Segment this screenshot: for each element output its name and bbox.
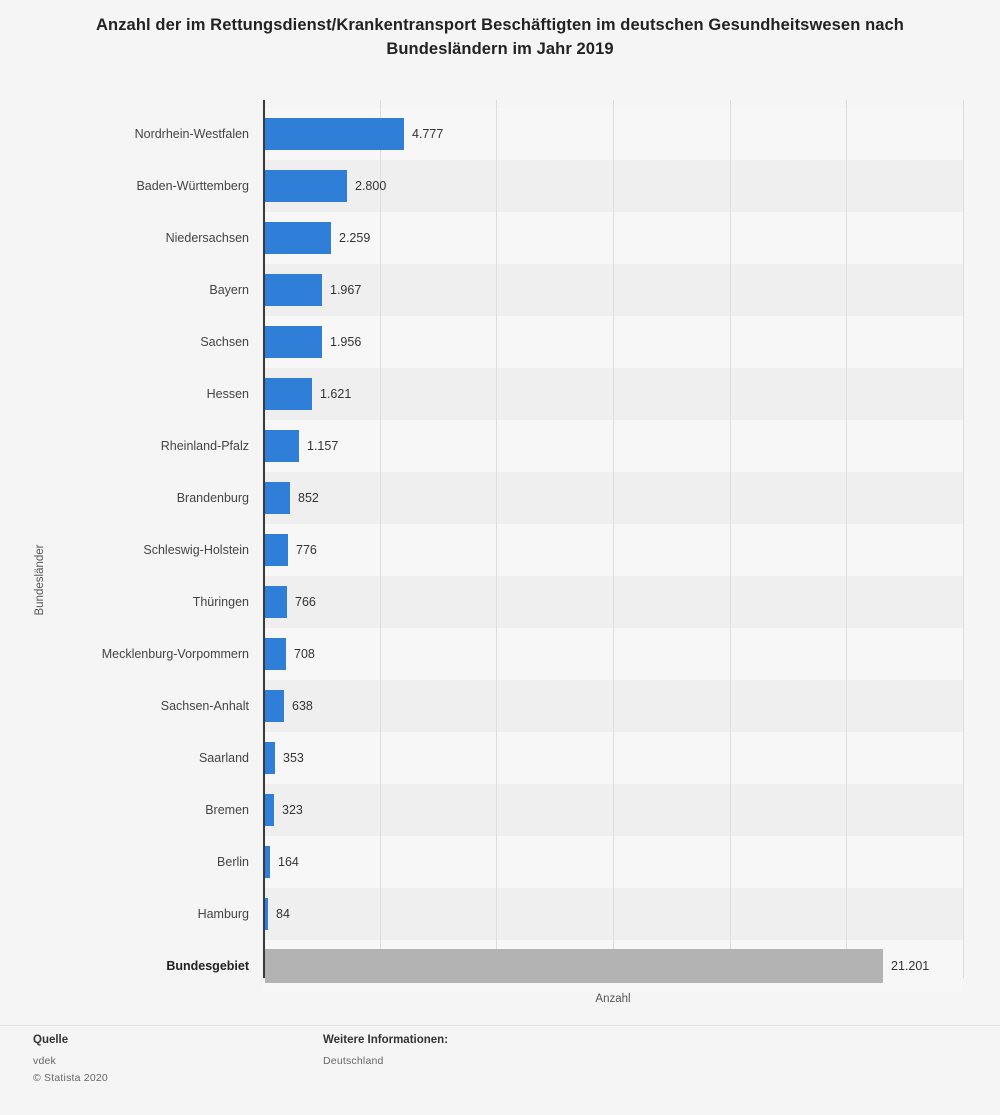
page-title: Anzahl der im Rettungsdienst/Krankentransport Beschäftigten im deutschen Gesundheitswesen nach Bundesländern im Jahr 2019 xyxy=(96,16,904,58)
bar-value-label: 84 xyxy=(276,907,290,921)
bar-value-label: 708 xyxy=(294,647,315,661)
bar-row xyxy=(217,836,963,888)
bar-value-label: 766 xyxy=(295,595,316,609)
source-block xyxy=(33,1034,108,1089)
bar-row xyxy=(198,732,963,784)
bar-row xyxy=(200,316,963,368)
bar-value-label: 638 xyxy=(292,699,313,713)
bar-row xyxy=(197,888,963,940)
y-axis-title: Bundesländer xyxy=(34,544,46,616)
bar-row xyxy=(209,264,963,316)
bar[interactable] xyxy=(265,742,275,774)
category-label: Schleswig-Holstein xyxy=(143,543,249,557)
category-label: Bayern xyxy=(209,283,249,297)
bar-value-label: 2.800 xyxy=(355,179,387,193)
plot-area xyxy=(101,100,963,978)
bar[interactable] xyxy=(265,430,299,462)
bar[interactable] xyxy=(265,690,284,722)
source-heading: Quelle xyxy=(33,1034,69,1046)
category-label: Thüringen xyxy=(192,595,249,609)
bar-row xyxy=(160,680,963,732)
bar-value-label: 21.201 xyxy=(891,959,930,973)
bar-row xyxy=(192,576,963,628)
info-heading: Weitere Informationen: xyxy=(323,1034,449,1046)
info-block xyxy=(323,1034,448,1072)
bar-value-label: 2.259 xyxy=(339,231,371,245)
bar[interactable] xyxy=(265,638,286,670)
bar-row xyxy=(101,628,963,680)
category-label: Hessen xyxy=(206,387,249,401)
category-label: Berlin xyxy=(217,855,249,869)
bar-value-label: 852 xyxy=(298,491,319,505)
bar[interactable] xyxy=(265,326,322,358)
category-label: Bremen xyxy=(205,803,249,817)
bar-row xyxy=(205,784,963,836)
bar-row xyxy=(206,368,963,420)
bar[interactable] xyxy=(265,378,312,410)
bar-row xyxy=(176,472,963,524)
bar-value-label: 1.956 xyxy=(330,335,362,349)
category-label: Rheinland-Pfalz xyxy=(160,439,249,453)
category-label: Nordrhein-Westfalen xyxy=(134,127,249,141)
bar-row xyxy=(166,940,963,992)
category-label: Niedersachsen xyxy=(165,231,249,245)
bar-value-label: 353 xyxy=(283,751,304,765)
bar[interactable] xyxy=(265,949,883,983)
info-line: Deutschland xyxy=(323,1055,384,1067)
gridline xyxy=(963,100,964,978)
bar-row xyxy=(136,160,963,212)
bar[interactable] xyxy=(265,586,287,618)
bar-value-label: 776 xyxy=(296,543,317,557)
category-label: Mecklenburg-Vorpommern xyxy=(101,647,249,661)
category-label: Saarland xyxy=(198,751,249,765)
bar-row xyxy=(165,212,963,264)
bar-row xyxy=(134,108,963,160)
bar-value-label: 164 xyxy=(278,855,299,869)
chart-footer xyxy=(0,1025,1000,1115)
bar[interactable] xyxy=(265,170,347,202)
bar[interactable] xyxy=(265,482,290,514)
bar[interactable] xyxy=(265,118,404,150)
category-label: Brandenburg xyxy=(176,491,249,505)
bar-value-label: 1.157 xyxy=(307,439,339,453)
bar[interactable] xyxy=(265,274,322,306)
bar-row xyxy=(160,420,963,472)
category-label: Sachsen xyxy=(200,335,249,349)
x-axis-title: Anzahl xyxy=(595,993,631,1005)
copyright-line: © Statista 2020 xyxy=(33,1072,108,1084)
bar-value-label: 1.621 xyxy=(320,387,352,401)
category-label: Bundesgebiet xyxy=(166,959,249,973)
bar-value-label: 323 xyxy=(282,803,303,817)
bar-row xyxy=(143,524,963,576)
source-line: vdek xyxy=(33,1055,56,1067)
category-label: Baden-Württemberg xyxy=(136,179,249,193)
bar-value-label: 1.967 xyxy=(330,283,362,297)
bar[interactable] xyxy=(265,846,270,878)
category-label: Hamburg xyxy=(197,907,249,921)
category-label: Sachsen-Anhalt xyxy=(160,699,249,713)
bar[interactable] xyxy=(265,534,288,566)
bar[interactable] xyxy=(265,222,331,254)
chart-plot-wrapper xyxy=(0,100,1000,980)
bar-value-label: 4.777 xyxy=(412,127,444,141)
bar[interactable] xyxy=(265,898,268,930)
bar[interactable] xyxy=(265,794,274,826)
